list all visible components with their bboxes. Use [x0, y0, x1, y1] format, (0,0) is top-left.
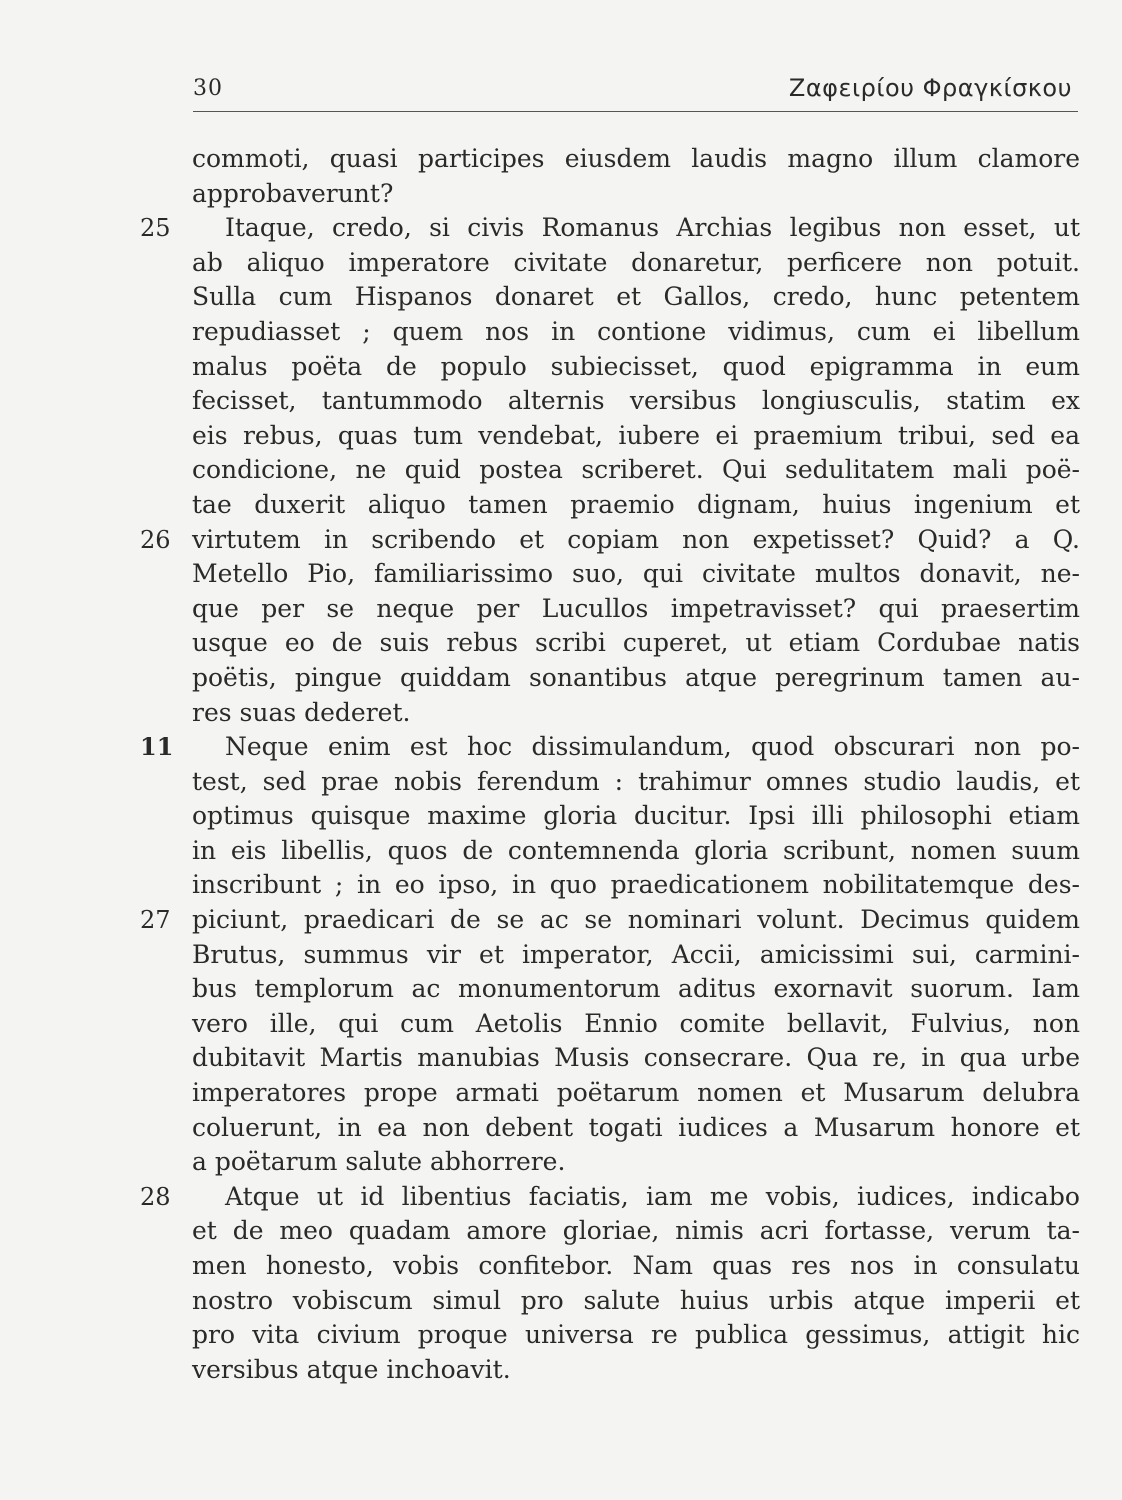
text-line	[140, 1284, 1080, 1319]
line-text: in eis libellis, quos de contemnenda gloria scribunt, nomen suum	[192, 835, 1080, 865]
text-line	[140, 1076, 1080, 1111]
line-text: Itaque, credo, si civis Romanus Archias legibus non esset, ut	[225, 213, 1080, 243]
line-text: tae duxerit aliquo tamen praemio dignam, huius ingenium et	[192, 489, 1080, 519]
line-text: coluerunt, in ea non debent togati iudices a Musarum honore et	[192, 1112, 1080, 1142]
text-line	[140, 592, 1080, 627]
text-line	[140, 350, 1080, 385]
line-text: Neque enim est hoc dissimulandum, quod obscurari non po-	[225, 732, 1080, 762]
line-text: dubitavit Martis manubias Musis consecrare. Qua re, in qua urbe	[192, 1043, 1080, 1073]
line-text: Metello Pio, familiarissimo suo, qui civitate multos donavit, ne-	[192, 559, 1080, 589]
margin-number: 11	[140, 732, 174, 762]
text-line	[140, 419, 1080, 454]
line-text: virtutem in scribendo et copiam non expetisset? Quid? a Q.	[192, 524, 1080, 554]
line-text: inscribunt ; in eo ipso, in quo praedicationem nobilitatemque des-	[192, 870, 1080, 900]
text-line	[140, 1111, 1080, 1146]
line-text: approbaverunt?	[192, 178, 394, 208]
text-line	[140, 1249, 1080, 1284]
line-text: a poëtarum salute abhorrere.	[192, 1147, 566, 1177]
line-text: imperatores prope armati poëtarum nomen et Musarum delubra	[192, 1078, 1080, 1108]
line-text: Sulla cum Hispanos donaret et Gallos, credo, hunc petentem	[192, 282, 1080, 312]
text-line	[140, 1353, 1080, 1388]
text-line	[140, 142, 1080, 177]
line-text: malus poëta de populo subiecisset, quod epigramma in eum	[192, 351, 1080, 381]
line-text: Brutus, summus vir et imperator, Accii, amicissimi sui, carmini-	[192, 939, 1080, 969]
text-line	[140, 696, 1080, 731]
line-text: que per se neque per Lucullos impetravisset? qui praesertim	[192, 593, 1080, 623]
page-number: 30	[193, 76, 223, 101]
text-line	[140, 903, 1080, 938]
line-text: vero ille, qui cum Aetolis Ennio comite bellavit, Fulvius, non	[192, 1008, 1080, 1038]
line-text: usque eo de suis rebus scribi cuperet, ut etiam Cordubae natis	[192, 628, 1080, 658]
line-text: versibus atque inchoavit.	[192, 1354, 511, 1384]
line-text: condicione, ne quid postea scriberet. Qui sedulitatem mali poë-	[192, 455, 1080, 485]
text-line	[140, 834, 1080, 869]
text-line	[140, 1007, 1080, 1042]
line-text: res suas dederet.	[192, 697, 411, 727]
line-text: Atque ut id libentius faciatis, iam me vobis, iudices, indicabo	[225, 1181, 1080, 1211]
text-line	[140, 730, 1080, 765]
line-text: poëtis, pingue quiddam sonantibus atque peregrinum tamen au-	[192, 662, 1080, 692]
text-line	[140, 938, 1080, 973]
margin-number: 26	[140, 525, 171, 554]
text-line	[140, 453, 1080, 488]
text-line	[140, 384, 1080, 419]
line-text: commoti, quasi participes eiusdem laudis magno illum clamore	[192, 144, 1080, 173]
margin-number: 25	[140, 214, 171, 243]
margin-number: 28	[140, 1182, 171, 1211]
line-text: pro vita civium proque universa re publica gessimus, attigit hic	[192, 1320, 1080, 1350]
text-line	[140, 557, 1080, 592]
text-line	[140, 1214, 1080, 1249]
text-line	[140, 972, 1080, 1007]
line-text: eis rebus, quas tum vendebat, iubere ei praemium tribui, sed ea	[192, 420, 1080, 450]
text-body	[140, 142, 1080, 1387]
line-text: repudiasset ; quem nos in contione vidimus, cum ei libellum	[192, 316, 1080, 346]
line-text: test, sed prae nobis ferendum : trahimur omnes studio laudis, et	[192, 766, 1080, 796]
text-line	[140, 488, 1080, 523]
line-text: et de meo quadam amore gloriae, nimis acri fortasse, verum ta-	[192, 1216, 1080, 1246]
page-header	[193, 70, 1078, 110]
line-text: nostro vobiscum simul pro salute huius urbis atque imperii et	[192, 1285, 1080, 1315]
text-line	[140, 211, 1080, 246]
text-line	[140, 765, 1080, 800]
text-line	[140, 1180, 1080, 1215]
text-line	[140, 1145, 1080, 1180]
text-line	[140, 799, 1080, 834]
line-text: bus templorum ac monumentorum aditus exornavit suorum. Iam	[192, 974, 1080, 1004]
line-text: optimus quisque maxime gloria ducitur. Ipsi illi philosophi etiam	[192, 801, 1080, 831]
margin-number: 27	[140, 906, 171, 935]
text-line	[140, 868, 1080, 903]
text-line	[140, 626, 1080, 661]
text-line	[140, 177, 1080, 212]
line-text: piciunt, praedicari de se ac se nominari volunt. Decimus quidem	[192, 905, 1080, 935]
text-line	[140, 1041, 1080, 1076]
text-line	[140, 280, 1080, 315]
line-text: ab aliquo imperatore civitate donaretur, perficere non potuit.	[192, 247, 1080, 277]
header-rule	[193, 111, 1078, 112]
text-line	[140, 523, 1080, 558]
line-text: fecisset, tantummodo alternis versibus longiusculis, statim ex	[192, 386, 1080, 416]
text-line	[140, 1318, 1080, 1353]
text-line	[140, 315, 1080, 350]
text-line	[140, 246, 1080, 281]
line-text: men honesto, vobis confitebor. Nam quas res nos in consulatu	[192, 1251, 1080, 1280]
text-line	[140, 661, 1080, 696]
running-head: Ζαφειρίου Φραγκίσκου	[788, 74, 1072, 102]
